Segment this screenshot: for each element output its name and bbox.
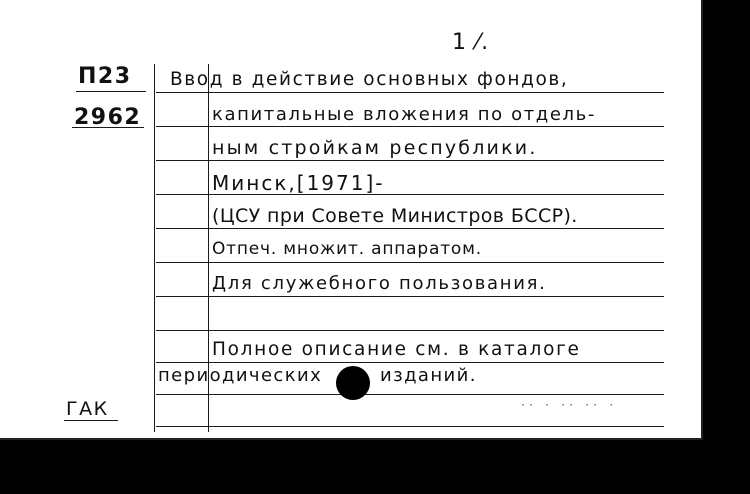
faint-stamp: ·· · ·· ·· · xyxy=(520,400,617,411)
rule-11 xyxy=(156,426,664,427)
entry-line-9a: периодических xyxy=(158,365,323,386)
entry-line-2: капитальные вложения по отдель- xyxy=(212,104,596,125)
entry-line-4: Минск,[1971]- xyxy=(212,171,385,195)
scan-border-right xyxy=(703,0,750,494)
inventory-number: 2962 xyxy=(74,105,142,130)
entry-line-8: Полное описание см. в каталоге xyxy=(212,339,581,360)
inventory-number-underline xyxy=(72,127,144,128)
entry-line-1: Ввод в действие основных фондов, xyxy=(170,69,569,90)
rule-10 xyxy=(156,394,664,395)
page-mark: 1 ⁄. xyxy=(452,30,490,55)
punched-hole xyxy=(336,366,370,400)
rule-6 xyxy=(156,262,664,263)
rule-2 xyxy=(156,126,664,127)
margin-line-left xyxy=(154,64,155,432)
rule-9 xyxy=(156,362,664,363)
archive-code-underline xyxy=(64,420,118,421)
entry-line-3: ным стройкам республики. xyxy=(212,137,538,159)
rule-7 xyxy=(156,296,664,297)
rule-1 xyxy=(156,92,664,93)
entry-line-9b: изданий. xyxy=(380,365,477,386)
rule-3 xyxy=(156,160,664,161)
entry-line-7: Для служебного пользования. xyxy=(212,273,547,294)
archive-code: ГАК xyxy=(66,398,109,420)
rule-8 xyxy=(156,330,664,331)
rule-5 xyxy=(156,228,664,229)
entry-line-5: (ЦСУ при Совете Министров БССР). xyxy=(212,205,578,227)
call-number: П23 xyxy=(78,64,132,89)
scan-border-bottom xyxy=(0,440,750,494)
entry-line-6: Отпеч. множит. аппаратом. xyxy=(212,239,482,259)
call-number-underline xyxy=(76,91,146,92)
